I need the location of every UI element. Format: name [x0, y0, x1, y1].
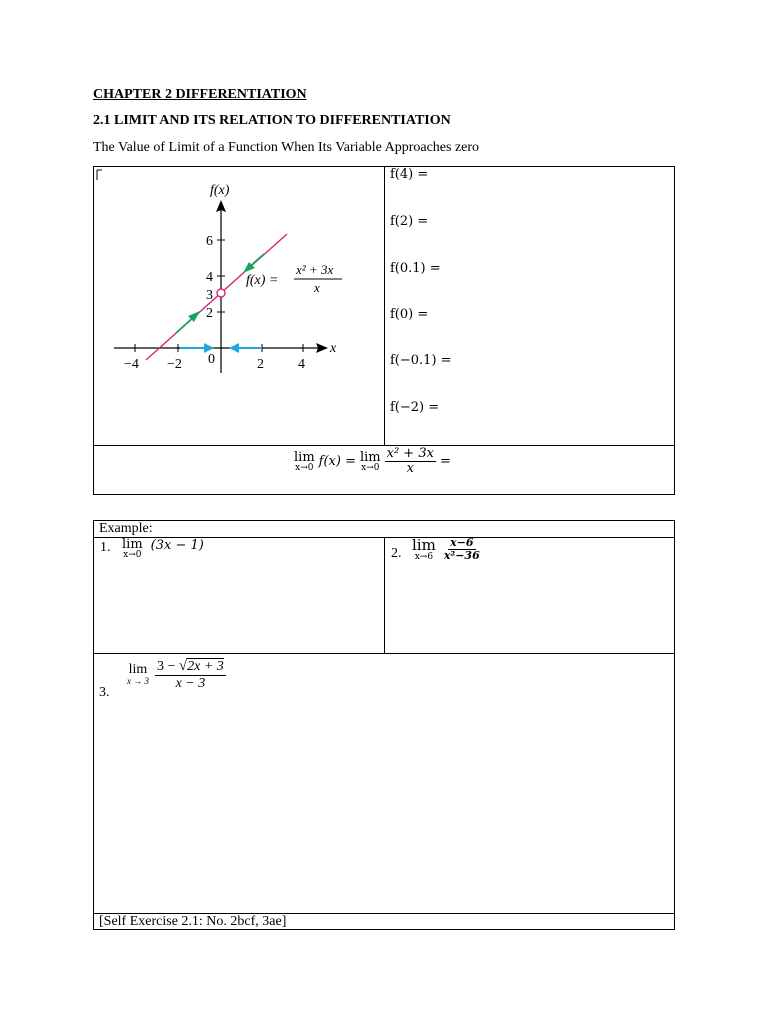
example-3-numerator: 3 − — [157, 659, 176, 674]
lim-word: lim — [412, 535, 436, 554]
self-exercise: [Self Exercise 2.1: No. 2bcf, 3ae] — [99, 914, 287, 929]
limit-fx: f(x) = — [318, 454, 356, 470]
chapter-title: CHAPTER 2 DIFFERENTIATION — [93, 87, 307, 102]
example-1-number: 1. — [100, 540, 111, 555]
function-graph — [96, 168, 382, 443]
table-divider — [384, 166, 385, 446]
open-circle — [217, 289, 225, 297]
x-tick-label: 4 — [298, 357, 305, 372]
example-3-denominator: x − 3 — [175, 675, 206, 691]
y-tick-label: 2 — [206, 306, 213, 321]
function-numerator: x² + 3x — [296, 262, 334, 277]
y-tick-label: 3 — [206, 288, 213, 303]
eval-fneg01: f(−0.1) = — [390, 353, 452, 368]
example-1-function: (3x − 1) — [150, 538, 204, 553]
eval-f2: f(2) = — [390, 214, 429, 229]
blue-arrow-right — [229, 343, 239, 353]
limit-equals: = — [439, 454, 451, 470]
example-2-denominator: x²−36 — [443, 549, 480, 563]
lim-word: lim — [294, 449, 315, 465]
lim-word: lim — [122, 537, 143, 552]
lim-sub: x→0 — [123, 550, 142, 560]
example-3-expression: lim x → 3 $\frac{3 - √2x + 3}{x - 3}$ — [127, 658, 224, 691]
example-2-numerator: x−6 — [450, 536, 474, 549]
examples-header: Example: — [99, 521, 153, 536]
x-axis-label: x — [330, 341, 337, 356]
y-axis-label: f(x) — [210, 183, 230, 198]
lim-sub: x→6 — [414, 551, 434, 562]
lim-sub: x→0 — [295, 462, 314, 473]
section-title: 2.1 LIMIT AND ITS RELATION TO DIFFERENTIATION — [93, 113, 451, 128]
y-tick-label: 4 — [206, 270, 213, 285]
lim-word: lim — [359, 449, 381, 465]
lim-sub: x → 3 — [127, 675, 149, 686]
function-line — [146, 234, 287, 360]
eval-f01: f(0.1) = — [390, 261, 441, 276]
function-label: f(x) = — [246, 273, 279, 288]
lim-sub: x→0 — [361, 462, 380, 473]
x-tick-label: −4 — [124, 357, 139, 372]
eval-f4: f(4) = — [390, 167, 429, 182]
example-1-expression — [122, 538, 204, 560]
limit-expression — [294, 447, 451, 477]
eval-fneg2: f(−2) = — [390, 400, 440, 415]
limit-denominator: x — [406, 461, 414, 477]
subsection-title: The Value of Limit of a Function When Its Variable Approaches zero — [93, 140, 480, 155]
example-2-expression — [412, 537, 482, 562]
eval-f0: f(0) = — [390, 307, 429, 322]
x-tick-label: 2 — [257, 357, 264, 372]
lim-word: lim — [128, 661, 148, 677]
example-2-number: 2. — [391, 546, 402, 561]
x-tick-label: −2 — [167, 357, 182, 372]
example-3-number: 3. — [99, 685, 110, 700]
limit-numerator: x² + 3x — [386, 446, 434, 461]
x-tick-label: 0 — [208, 352, 215, 367]
y-tick-label: 6 — [206, 234, 213, 249]
function-denominator: x — [314, 280, 320, 295]
example-3-root: 2x + 3 — [187, 659, 224, 674]
table-row-divider — [93, 445, 675, 446]
